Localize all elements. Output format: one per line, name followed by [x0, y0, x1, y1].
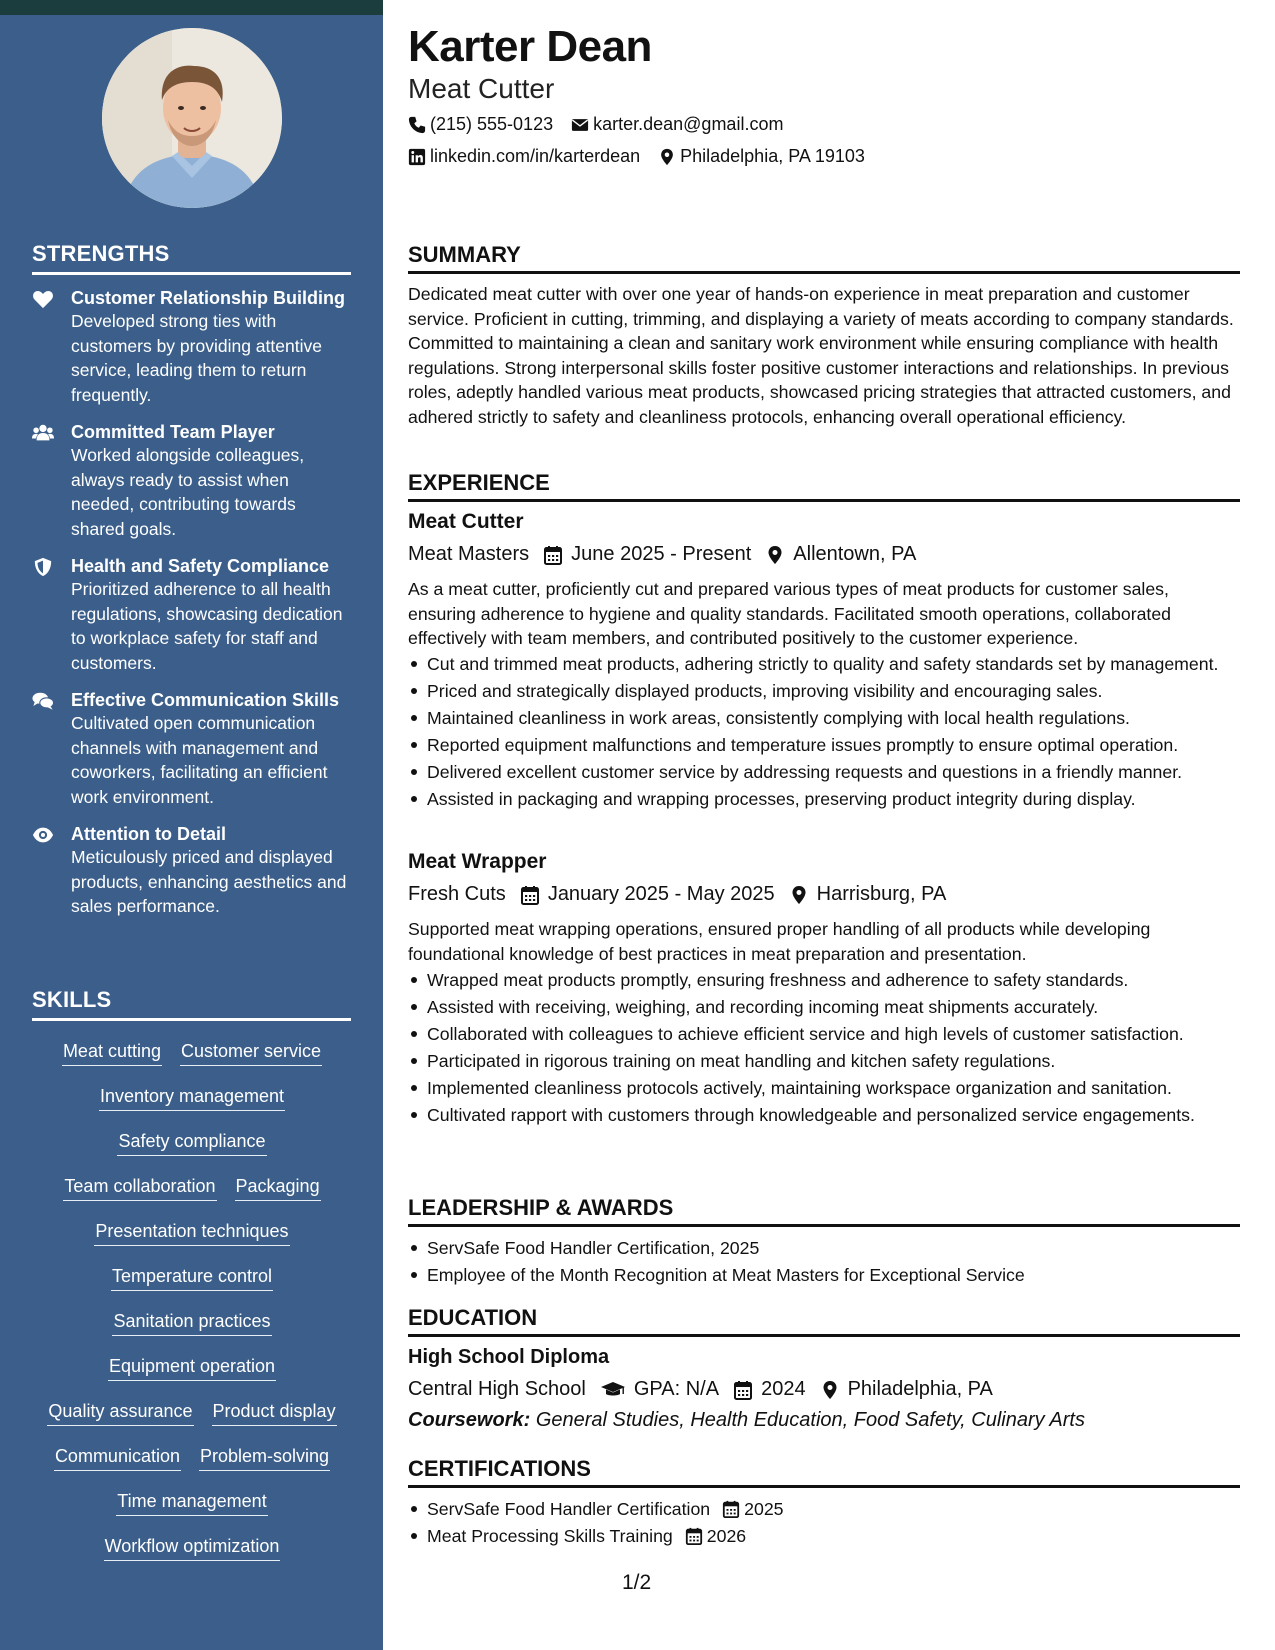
year-text: 2024: [761, 1378, 806, 1400]
skill-row: [32, 1445, 352, 1490]
strength-item: [32, 823, 352, 919]
skills-heading: SKILLS: [32, 987, 351, 1021]
skill-row: [32, 1355, 352, 1400]
skill-tag: Time management: [116, 1490, 267, 1516]
coursework: [408, 1409, 1085, 1432]
envelope-icon: [571, 116, 589, 134]
bullet-item: Reported equipment malfunctions and temperature issues promptly to ensure optimal operation.: [408, 733, 1240, 757]
bullet-item: Collaborated with colleagues to achieve efficient service and high levels of customer satisfaction.: [408, 1022, 1240, 1046]
bullet-item: Participated in rigorous training on meat handling and kitchen safety regulations.: [408, 1049, 1240, 1073]
skill-tag: Equipment operation: [108, 1355, 276, 1381]
certification-year: 2025: [744, 1499, 784, 1519]
users-icon: [32, 423, 54, 443]
skill-tag: Inventory management: [99, 1085, 285, 1111]
skill-tag: Quality assurance: [47, 1400, 193, 1426]
certification-item: [408, 1497, 1240, 1521]
strength-description: Meticulously priced and displayed products, enhancing aesthetics and sales performance.: [71, 847, 347, 916]
sidebar: [0, 0, 383, 1650]
skill-tag: Team collaboration: [63, 1175, 216, 1201]
bullet-item: Delivered excellent customer service by addressing requests and questions in a friendly manner.: [408, 760, 1240, 784]
strength-title: Effective Communication Skills: [71, 690, 340, 710]
job-dates: [520, 883, 775, 906]
skill-tag: Customer service: [180, 1040, 322, 1066]
job-description: Supported meat wrapping operations, ensured proper handling of all products while developing foundational knowledge of best practices in meat preparation and presentation.: [408, 919, 1151, 964]
skill-row: [32, 1535, 352, 1580]
skill-tag: Communication: [54, 1445, 181, 1471]
leadership-heading: LEADERSHIP & AWARDS: [408, 1195, 1240, 1227]
skill-row: [32, 1490, 352, 1535]
location-text: Philadelphia, PA: [847, 1378, 993, 1400]
contact-email: [571, 114, 783, 135]
certifications-list: [408, 1497, 1240, 1551]
linkedin-icon: [408, 148, 426, 166]
skill-row: [32, 1040, 352, 1085]
school-location: [820, 1378, 993, 1401]
strength-description: Developed strong ties with customers by providing attentive service, leading them to return frequently.: [71, 311, 322, 405]
award-item: ServSafe Food Handler Certification, 2025: [408, 1236, 1240, 1260]
summary-text: Dedicated meat cutter with over one year of hands-on experience in meat preparation and customer service. Proficient in cutting, trimming, and displaying a variety of meats according to company standards. Committed to maintaining a clean and sanitary work environment while ensuring compliance with health regulations. Strong interpersonal skills foster positive customer interactions and relationships. In previous roles, adeptly handled various meat products, showcased pricing strategies that attracted customers, and adhered strictly to safety and cleanliness protocols, enhancing overall operational efficiency.: [408, 284, 1234, 427]
job-description: As a meat cutter, proficiently cut and prepared various types of meat products for customer sales, ensuring adherence to hygiene and quality standards. Facilitated smooth operations, collaborated effectively with team members, and contributed positively to the customer experience.: [408, 579, 1172, 648]
strength-title: Attention to Detail: [71, 824, 226, 844]
strength-item: [32, 555, 352, 675]
location-text: Harrisburg, PA: [816, 883, 947, 905]
eye-icon: [32, 825, 54, 845]
education-meta: [408, 1378, 1007, 1401]
skill-tag: Product display: [212, 1400, 337, 1426]
summary-heading: SUMMARY: [408, 242, 1240, 274]
job-company: [408, 883, 506, 906]
school-text: Central High School: [408, 1378, 586, 1400]
job-location: [789, 883, 947, 906]
calendar-icon: [733, 1380, 753, 1400]
strength-description: Cultivated open communication channels with management and coworkers, facilitating an efficient work environment.: [71, 713, 328, 807]
strength-item: [32, 689, 352, 809]
sidebar-top-bar: [0, 0, 383, 15]
map-marker-icon: [765, 545, 785, 565]
location-text: Allentown, PA: [793, 543, 917, 565]
coursework-text: General Studies, Health Education, Food Safety, Culinary Arts: [535, 1409, 1085, 1431]
contact-location: [658, 146, 865, 167]
calendar-icon: [722, 1500, 740, 1518]
candidate-title: Meat Cutter: [408, 73, 555, 104]
phone-icon: [408, 116, 426, 134]
contact-line: [408, 146, 883, 167]
comments-icon: [32, 691, 54, 711]
shield-icon: [32, 557, 54, 577]
graduation-cap-icon: [600, 1380, 626, 1400]
certifications-heading: CERTIFICATIONS: [408, 1456, 1240, 1488]
coursework-label: Coursework:: [408, 1409, 531, 1431]
map-marker-icon: [820, 1380, 840, 1400]
calendar-icon: [543, 545, 563, 565]
email-link[interactable]: karter.dean@gmail.com: [593, 114, 784, 134]
dates-text: January 2025 - May 2025: [547, 883, 775, 905]
strength-item: [32, 287, 352, 407]
certification-name: ServSafe Food Handler Certification: [427, 1499, 711, 1519]
skill-row: [32, 1175, 352, 1220]
job-company: [408, 543, 529, 566]
map-marker-icon: [658, 148, 676, 166]
profile-photo: [102, 28, 282, 208]
experience-heading: EXPERIENCE: [408, 470, 1240, 502]
skill-tag: Meat cutting: [62, 1040, 162, 1066]
bullet-item: Assisted with receiving, weighing, and recording incoming meat shipments accurately.: [408, 995, 1240, 1019]
contact-linkedin: [408, 146, 640, 167]
profile-photo-illustration: [102, 28, 282, 208]
skill-tag: Problem-solving: [199, 1445, 330, 1471]
page-number: 1/2: [622, 1571, 652, 1594]
skill-row: [32, 1265, 352, 1310]
contact-phone: [408, 114, 553, 135]
strength-description: Worked alongside colleagues, always ready to assist when needed, contributing towards shared goals.: [71, 445, 305, 539]
strength-title: Committed Team Player: [71, 422, 275, 442]
bullet-item: Assisted in packaging and wrapping processes, preserving product integrity during display.: [408, 787, 1240, 811]
education-heading: EDUCATION: [408, 1305, 1240, 1337]
phone-text[interactable]: (215) 555-0123: [430, 114, 554, 134]
job-meta: [408, 543, 930, 566]
strength-title: Health and Safety Compliance: [71, 556, 330, 576]
school-name: [408, 1378, 586, 1401]
strength-item: [32, 421, 352, 541]
skill-row: [32, 1085, 352, 1130]
bullet-item: Wrapped meat products promptly, ensuring freshness and adherence to safety standards.: [408, 968, 1240, 992]
calendar-icon: [520, 885, 540, 905]
heart-icon: [32, 289, 54, 309]
contact-line: [408, 114, 801, 135]
location-text: Philadelphia, PA 19103: [680, 146, 865, 166]
gpa: [600, 1378, 719, 1401]
skill-tag: Workflow optimization: [104, 1535, 281, 1561]
strength-title: Customer Relationship Building: [71, 288, 346, 308]
skill-row: [32, 1310, 352, 1355]
job-meta: [408, 883, 960, 906]
job-bullets: [408, 968, 1240, 1130]
skill-tag: Presentation techniques: [94, 1220, 289, 1246]
certification-item: [408, 1524, 1240, 1548]
company-name: Fresh Cuts: [408, 883, 506, 905]
skill-tag: Packaging: [235, 1175, 321, 1201]
certification-year: 2026: [706, 1526, 747, 1546]
company-name: Meat Masters: [408, 543, 530, 565]
skill-row: [32, 1220, 352, 1265]
linkedin-link[interactable]: linkedin.com/in/karterdean: [430, 146, 641, 166]
skill-row: [32, 1130, 352, 1175]
strengths-list: [32, 287, 352, 933]
dates-text: June 2025 - Present: [571, 543, 752, 565]
graduation-year: [733, 1378, 806, 1401]
candidate-name: Karter Dean: [408, 22, 652, 71]
calendar-icon: [685, 1527, 703, 1545]
bullet-item: Maintained cleanliness in work areas, consistently complying with local health regulations.: [408, 706, 1240, 730]
job-dates: [543, 543, 751, 566]
bullet-item: Implemented cleanliness protocols actively, maintaining workspace organization and sanitation.: [408, 1076, 1240, 1100]
skill-tag: Sanitation practices: [112, 1310, 271, 1336]
gpa-text: GPA: N/A: [633, 1378, 720, 1400]
strengths-heading: STRENGTHS: [32, 241, 351, 275]
skill-tag: Temperature control: [111, 1265, 273, 1291]
job-bullets: [408, 652, 1240, 814]
degree-title: High School Diploma: [408, 1346, 610, 1368]
leadership-list: [408, 1236, 1240, 1290]
skill-tag: Safety compliance: [117, 1130, 266, 1156]
job-role: Meat Wrapper: [408, 850, 547, 873]
strength-description: Prioritized adherence to all health regulations, showcasing dedication to workplace safety for staff and customers.: [71, 579, 343, 673]
job-location: [765, 543, 916, 566]
award-item: Employee of the Month Recognition at Meat Masters for Exceptional Service: [408, 1263, 1240, 1287]
job-role: Meat Cutter: [408, 510, 524, 533]
bullet-item: Priced and strategically displayed products, improving visibility and encouraging sales.: [408, 679, 1240, 703]
certification-name: Meat Processing Skills Training: [427, 1526, 673, 1546]
map-marker-icon: [789, 885, 809, 905]
bullet-item: Cultivated rapport with customers through knowledgeable and personalized service engagements.: [408, 1103, 1240, 1127]
bullet-item: Cut and trimmed meat products, adhering strictly to quality and safety standards set by management.: [408, 652, 1240, 676]
skills-list: [32, 1040, 352, 1580]
skill-row: [32, 1400, 352, 1445]
